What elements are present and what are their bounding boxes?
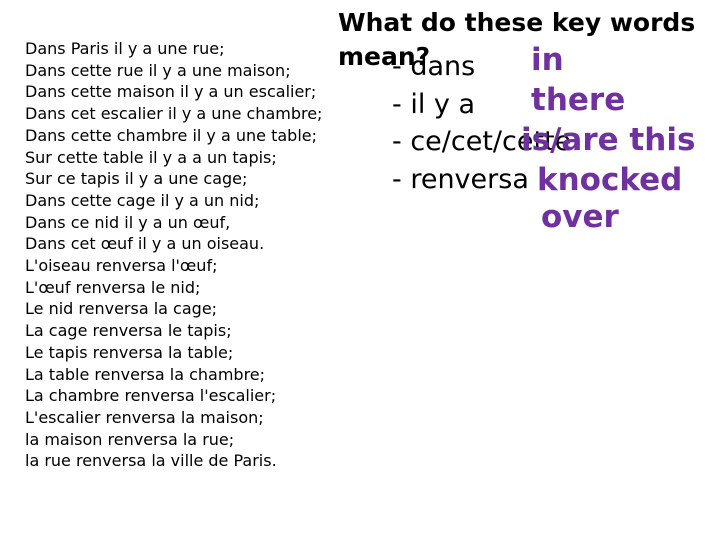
keyword-item: - dans xyxy=(392,51,476,82)
poem-line: La table renversa la chambre; xyxy=(25,364,266,384)
poem-line: L'escalier renversa la maison; xyxy=(25,407,264,427)
keyword-item: - renversa xyxy=(392,163,529,195)
meaning-item: there xyxy=(531,82,626,118)
poem-line: Sur cette table il y a a un tapis; xyxy=(25,147,277,167)
poem-line: Dans cette cage il y a un nid; xyxy=(25,190,260,210)
poem-line: Sur ce tapis il y a une cage; xyxy=(25,169,248,189)
meaning-item: knocked xyxy=(537,162,683,198)
poem-line: L'œuf renversa le nid; xyxy=(25,277,201,297)
poem-line: la rue renversa la ville de Paris. xyxy=(25,451,277,471)
meaning-item: over xyxy=(541,199,619,235)
poem-line: L'oiseau renversa l'œuf; xyxy=(25,256,218,276)
poem-line: Le tapis renversa la table; xyxy=(25,342,234,362)
poem-line: Le nid renversa la cage; xyxy=(25,299,218,319)
poem-line: la maison renversa la rue; xyxy=(25,429,235,449)
poem-line: Dans cet escalier il y a une chambre; xyxy=(25,104,323,124)
keyword-item: - il y a xyxy=(392,88,476,120)
poem-line: Dans cette chambre il y a une table; xyxy=(25,125,317,145)
poem-text xyxy=(25,38,322,472)
poem-line: Dans cet œuf il y a un oiseau. xyxy=(25,234,265,254)
poem-line: Dans Paris il y a une rue; xyxy=(25,39,225,58)
question-heading-line-2: mean? xyxy=(338,42,431,71)
poem-line: Dans cette rue il y a une maison; xyxy=(25,60,291,80)
keyword-item: - ce/cet/cette xyxy=(392,126,572,157)
meaning-item: in xyxy=(531,42,564,78)
poem-line: Dans cette maison il y a un escalier; xyxy=(25,82,317,102)
meaning-list xyxy=(521,40,696,235)
poem-line: Dans ce nid il y a un œuf, xyxy=(25,212,231,232)
poem-line: La cage renversa le tapis; xyxy=(25,321,232,341)
poem-line: La chambre renversa l'escalier; xyxy=(25,386,277,406)
question-heading-line-1: What do these key words xyxy=(338,8,696,37)
meaning-item: is/are this xyxy=(521,122,696,158)
